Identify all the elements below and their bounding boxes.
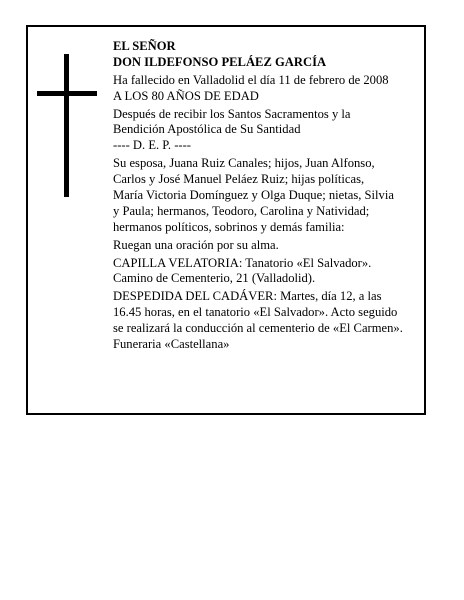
sacraments-line: Bendición Apostólica de Su Santidad	[113, 122, 301, 137]
funeral-home-line: Funeraria «Castellana»	[113, 337, 230, 352]
sacraments-line: Después de recibir los Santos Sacramentos y la	[113, 106, 351, 121]
chapel-line: CAPILLA VELATORIA: Tanatorio «El Salvador».	[113, 255, 372, 270]
chapel-block	[113, 256, 429, 288]
death-notice-block	[113, 73, 429, 105]
family-line: Carlos y José Manuel Peláez Ruiz; hijas políticas,	[113, 172, 365, 187]
cross-vertical-bar	[64, 54, 69, 197]
sacraments-block	[113, 107, 429, 155]
cross-horizontal-bar	[37, 91, 97, 96]
prayer-block	[113, 238, 429, 254]
prayer-line: Ruegan una oración por su alma.	[113, 237, 279, 252]
death-notice-line: Ha fallecido en Valladolid el día 11 de febrero de 2008	[113, 72, 389, 87]
family-line: hermanos políticos, sobrinos y demás familia:	[113, 219, 345, 234]
obituary-text	[113, 39, 429, 353]
age-line: A LOS 80 AÑOS DE EDAD	[113, 88, 259, 103]
farewell-line: 16.45 horas, en el tanatorio «El Salvador». Acto seguido	[113, 305, 398, 320]
rip-line: ---- D. E. P. ----	[113, 138, 191, 153]
chapel-address-line: Camino de Cementerio, 21 (Valladolid).	[113, 271, 316, 286]
family-line: Su esposa, Juana Ruiz Canales; hijos, Juan Alfonso,	[113, 156, 375, 171]
farewell-line: DESPEDIDA DEL CADÁVER: Martes, día 12, a las	[113, 289, 382, 304]
family-block	[113, 156, 429, 235]
deceased-name: DON ILDEFONSO PELÁEZ GARCÍA	[113, 54, 327, 69]
farewell-block	[113, 289, 429, 353]
cross-icon	[37, 54, 97, 197]
family-line: y Paula; hermanos, Teodoro, Carolina y Natividad;	[113, 203, 370, 218]
title-line-1: EL SEÑOR	[113, 39, 176, 53]
family-line: María Victoria Domínguez y Olga Duque; nietas, Silvia	[113, 188, 394, 203]
farewell-line: se realizará la conducción al cementerio de «El Carmen».	[113, 321, 403, 336]
